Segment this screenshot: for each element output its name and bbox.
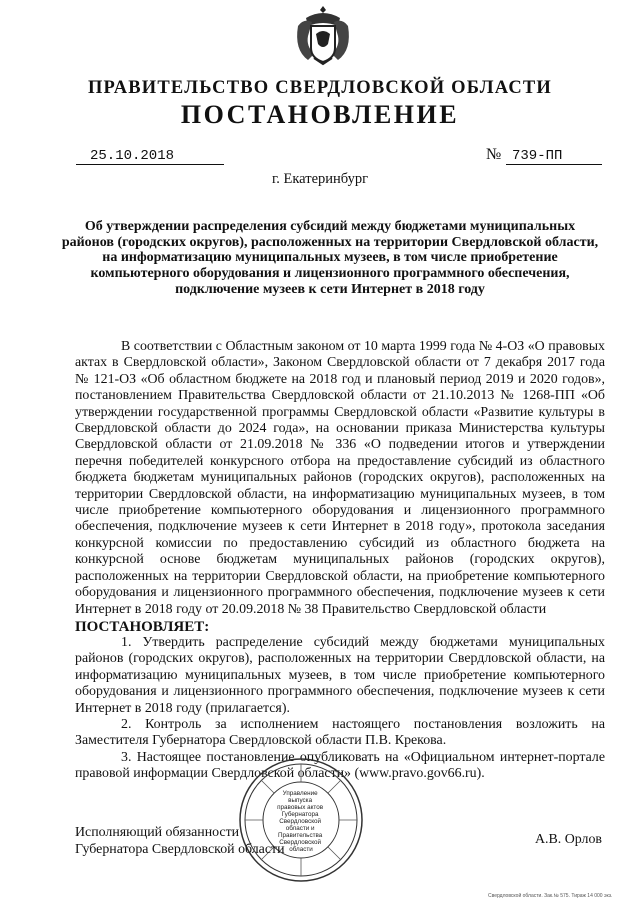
stamp-line: Свердловской: [279, 818, 322, 825]
stamp-line: Губернатора: [281, 811, 319, 818]
organization-name: ПРАВИТЕЛЬСТВО СВЕРДЛОВСКОЙ ОБЛАСТИ: [87, 78, 553, 98]
document-type: ПОСТАНОВЛЕНИЕ: [180, 100, 460, 129]
signatory-position: [75, 824, 285, 858]
signatory-position-line1: Исполняющий обязанности: [75, 825, 240, 840]
coat-of-arms-icon: [294, 4, 352, 66]
preamble: В соответствии с Областным законом от 10 марта 1999 года № 4-ОЗ «О правовых актах в Свердловской области», Законом Свердловской области от 7 декабря 2017 года № 121-ОЗ «Об областном бюджете на 2018 год и плановый период 2019 и 2020 годов», постановлением Правительства Свердловской области от 21.10.2013 № 1268-ПП «Об утверждении государственной программы Свердловской области «Развитие культуры в Свердловской области до 2024 года», на основании приказа Министерства культуры Свердловской области от 21.09.2018 № 336 «О подведении итогов и утверждении перечня победителей конкурсного отбора на предоставление субсидий из областного бюджета бюджетам муниципальных районов (городских округов), расположенных на территории Свердловской области, на информатизацию муниципальных музеев, в том числе приобретение компьютерного оборудования и лицензионного программного обеспечения, подключение музеев к сети Интернет в 2018 году», протокола заседания конкурсной комиссии по предоставлению субсидий из областного бюджета на конкурсной основе бюджетам муниципальных районов (городских округов), расположенных на территории Свердловской области, на приобретение компьютерного оборудования и лицензионного программного обеспечения, подключение музеев к сети Интернет в 2018 году от 20.09.2018 № 38 Правительство Свердловской области: [75, 339, 605, 617]
stamp-line: области: [289, 846, 313, 853]
number-sign: №: [486, 146, 502, 163]
resolves-heading: ПОСТАНОВЛЯЕТ:: [75, 618, 210, 635]
list-item: 1. Утвердить распределение субсидий между бюджетами муниципальных районов (городских округов), расположенных на территории Свердловской области, на информатизацию муниципальных музеев, в том числе приобретение компьютерного оборудования и лицензионного программного обеспечения, подключение музеев к сети Интернет в 2018 году (прилагается).: [75, 634, 605, 716]
city: г. Екатеринбург: [271, 171, 369, 187]
signatory-name: А.В. Орлов: [535, 832, 602, 847]
list-item: 2. Контроль за исполнением настоящего постановления возложить на Заместителя Губернатора Свердловской области П.В. Крекова.: [75, 716, 605, 749]
print-footer: Свердловской области. Зак.№ 575. Тираж 14 000 экз.: [488, 893, 613, 899]
stamp-line: Правительства: [277, 832, 323, 839]
list-item: 3. Настоящее постановление опубликовать на «Официальном интернет-портале правовой информации Свердловской области» (www.pravo.gov66.ru).: [75, 749, 605, 782]
signatory-position-line2: Губернатора Свердловской области: [75, 842, 285, 857]
stamp-line: правовых актов: [277, 804, 324, 811]
official-stamp: [238, 757, 364, 883]
stamp-line: области и: [285, 825, 315, 832]
document-title: Об утверждении распределения субсидий между бюджетами муниципальных районов (городских округов), расположенных на территории Свердловской области, на информатизацию муниципальных музеев, в том числе приобретение компьютерного оборудования и лицензионного программного обеспечения, подключение музеев к сети Интернет в 2018 году: [61, 219, 599, 297]
stamp-line: выпуска: [288, 797, 313, 804]
stamp-line: Свердловской: [279, 839, 322, 846]
document-number: 739-ПП: [506, 148, 602, 165]
document-body: [75, 339, 605, 783]
document-date: 25.10.2018: [76, 148, 224, 165]
stamp-line: Управление: [282, 790, 318, 797]
